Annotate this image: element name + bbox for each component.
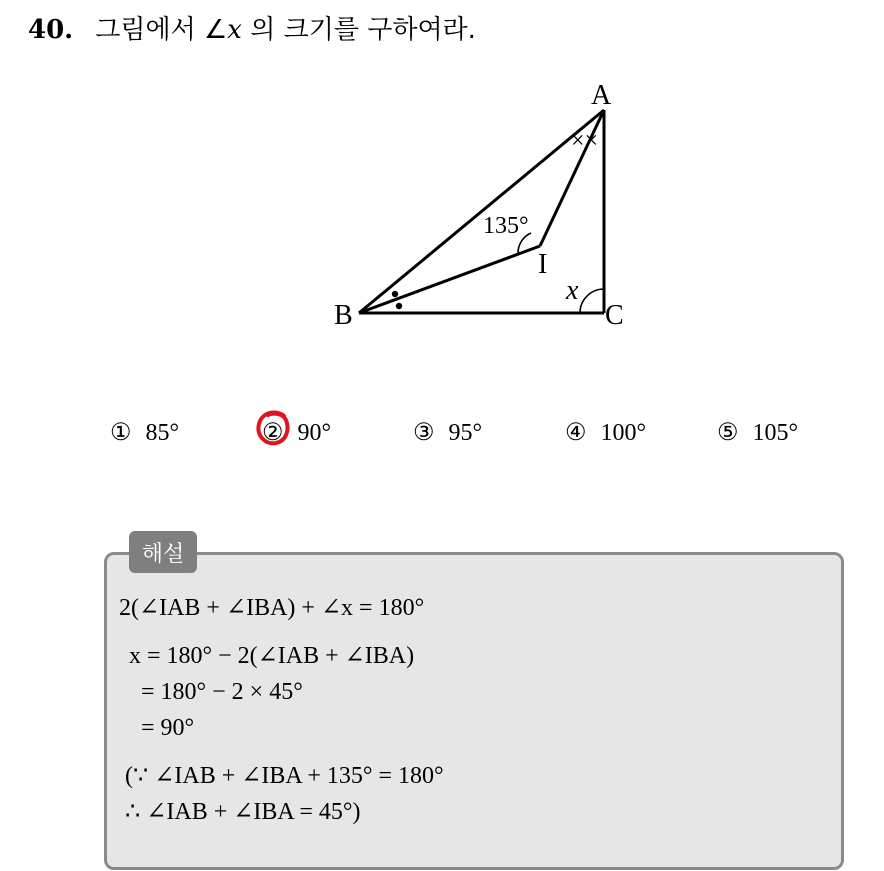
label-i: I	[538, 249, 548, 280]
label-x: x	[566, 275, 579, 306]
label-a: A	[591, 80, 612, 111]
question-variable: x	[227, 15, 242, 45]
solution-tag: 해설	[129, 531, 197, 573]
choice-5-number: ⑤	[717, 420, 739, 446]
label-b: B	[334, 300, 353, 331]
solution-line-2: x = 180° − 2(∠IAB + ∠IBA)	[129, 643, 415, 669]
answer-circle-mark	[254, 408, 292, 448]
choice-3-value: 95°	[448, 420, 483, 446]
solution-box	[104, 552, 844, 870]
solution-line-5: (∵ ∠IAB + ∠IBA + 135° = 180°	[125, 763, 444, 789]
choice-5[interactable]	[717, 416, 798, 450]
choice-2[interactable]	[262, 416, 331, 450]
angle-dot-2	[396, 303, 402, 309]
question-number: 40.	[28, 15, 74, 45]
triangle-figure	[0, 0, 884, 400]
question-text-after: 의 크기를 구하여라.	[241, 15, 476, 45]
solution-line-3: = 180° − 2 × 45°	[141, 679, 303, 705]
angle-dot-1	[392, 291, 398, 297]
choice-2-number: ②	[262, 420, 284, 446]
choice-4[interactable]	[565, 416, 646, 450]
question-text-before: 그림에서 ∠	[95, 15, 228, 45]
choice-4-value: 100°	[600, 420, 647, 446]
choice-1[interactable]	[110, 416, 179, 450]
choice-1-value: 85°	[145, 420, 180, 446]
choice-1-number: ①	[110, 420, 132, 446]
solution-line-4: = 90°	[141, 715, 195, 741]
solution-line-1: 2(∠IAB + ∠IBA) + ∠x = 180°	[119, 595, 425, 621]
choice-3[interactable]	[413, 416, 482, 450]
angle-arc-c	[580, 289, 604, 313]
label-c: C	[605, 300, 624, 331]
answer-choices	[0, 416, 884, 456]
segment-bi	[359, 246, 540, 313]
choice-4-number: ④	[565, 420, 587, 446]
label-135: 135°	[483, 213, 529, 239]
solution-line-6: ∴ ∠IAB + ∠IBA = 45°)	[125, 799, 361, 825]
choice-2-value: 90°	[297, 420, 332, 446]
choice-5-value: 105°	[752, 420, 799, 446]
choice-3-number: ③	[413, 420, 435, 446]
tick-marks-a: ××	[571, 128, 599, 154]
